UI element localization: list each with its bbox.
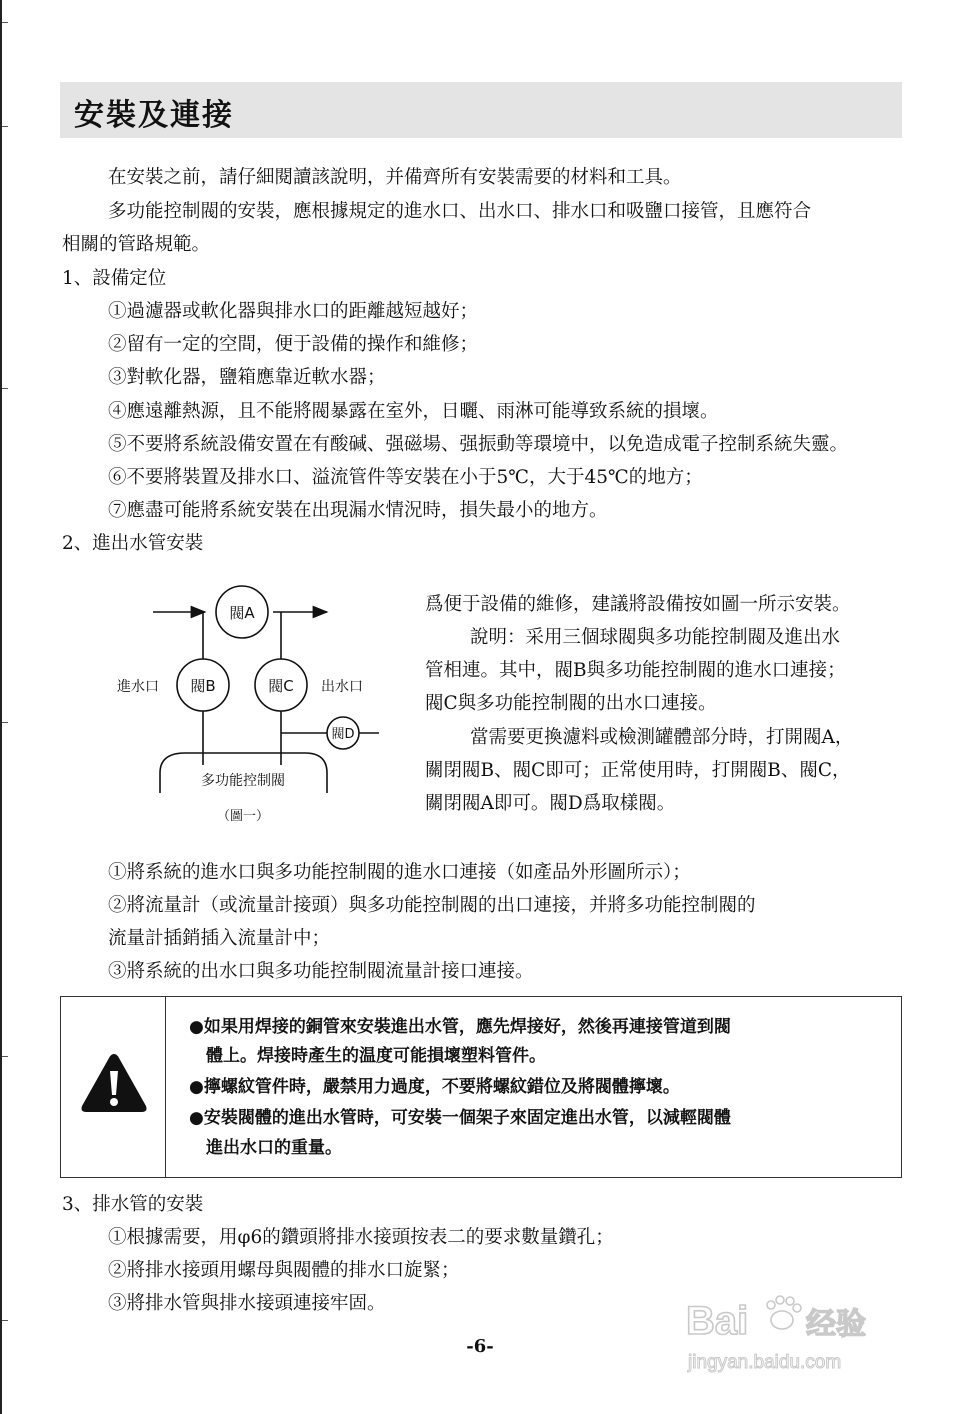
watermark-brand: Bai [686, 1299, 749, 1343]
intro-paragraph-2-line-1: 多功能控制閥的安裝，應根據規定的進水口、出水口、排水口和吸鹽口接管，且應符合 [108, 201, 812, 222]
outlet-label: 出水口 [321, 679, 363, 695]
valve-c-label: 閥C [268, 677, 294, 695]
warning-item-continuation: 進出水口的重量。 [206, 1138, 342, 1158]
section-1-item: ④應遠離熱源，且不能將閥暴露在室外，日曬、雨淋可能導致系統的損壞。 [108, 401, 719, 422]
warning-triangle-icon [79, 1051, 149, 1115]
diagram-description-line: 爲便于設備的維修，建議將設備按如圖一所示安裝。 [425, 594, 851, 615]
section-3-item: ②將排水接頭用螺母與閥體的排水口旋緊； [108, 1260, 460, 1281]
spine-tick [2, 22, 8, 23]
valve-d-label: 閥D [331, 727, 355, 742]
inlet-label: 進水口 [117, 679, 159, 695]
section-2-step: ①將系統的進水口與多功能控制閥的進水口連接（如產品外形圖所示）； [108, 862, 691, 883]
page-number: -6- [466, 1336, 494, 1357]
intro-paragraph-1: 在安裝之前，請仔細閱讀該說明，并備齊所有安裝需要的材料和工具。 [108, 167, 682, 188]
spine-tick [2, 722, 8, 723]
warning-item: ●安裝閥體的進出水管時，可安裝一個架子來固定進出水管，以減輕閥體 [189, 1108, 731, 1128]
valve-a-label: 閥A [229, 604, 255, 622]
section-1-item: ①過濾器或軟化器與排水口的距離越短越好； [108, 301, 479, 322]
intro-paragraph-2-line-2: 相關的管路規範。 [62, 234, 211, 255]
section-1-item: ⑥不要將裝置及排水口、溢流管件等安裝在小于5℃，大于45℃的地方； [108, 467, 703, 488]
page-title: 安裝及連接 [74, 98, 234, 133]
diagram-description-line: 關閉閥B、閥C即可；正常使用時，打開閥B、閥C， [425, 760, 851, 781]
section-3-item: ③將排水管與排水接頭連接牢固。 [108, 1293, 386, 1314]
watermark-brand-tail: 经验 [806, 1307, 866, 1342]
section-2-heading: 2、進出水管安裝 [62, 533, 204, 554]
warning-item: ●如果用焊接的銅管來安裝進出水管，應先焊接好，然後再連接管道到閥 [189, 1017, 731, 1037]
section-1-item: ③對軟化器，鹽箱應靠近軟水器； [108, 367, 386, 388]
baidu-jingyan-watermark [680, 1272, 940, 1392]
section-1-item: ⑦應盡可能將系統安裝在出現漏水情況時，損失最小的地方。 [108, 500, 608, 521]
warning-item-continuation: 體上。焊接時產生的温度可能損壞塑料管件。 [206, 1046, 546, 1066]
valve-b-label: 閥B [190, 677, 216, 695]
spine-tick [2, 388, 8, 389]
diagram-description-line: 關閉閥A即可。閥D爲取樣閥。 [425, 793, 676, 814]
section-1-item: ②留有一定的空間，便于設備的操作和維修； [108, 334, 479, 355]
section-title-bar [60, 82, 902, 138]
diagram-description-line: 閥C與多功能控制閥的出水口連接。 [425, 693, 717, 714]
section-3-item: ①根據需要，用φ6的鑽頭將排水接頭按表二的要求數量鑽孔； [108, 1227, 614, 1248]
bullet-icon: ● [189, 1108, 204, 1128]
section-1-heading: 1、設備定位 [62, 268, 167, 289]
warning-divider [165, 997, 166, 1177]
spine-tick [2, 1320, 8, 1321]
diagram-description-line: 說明：采用三個球閥與多功能控制閥及進出水 [470, 627, 841, 648]
spine-tick [2, 126, 8, 127]
warning-item: ●擰螺紋管件時，嚴禁用力過度，不要將螺紋錯位及將閥體擰壞。 [189, 1077, 680, 1097]
spine-tick [2, 1056, 8, 1057]
control-valve-label: 多功能控制閥 [201, 773, 285, 789]
diagram-description-line: 當需要更換濾料或檢測罐體部分時，打開閥A， [470, 727, 854, 748]
section-2-step: ③將系統的出水口與多功能控制閥流量計接口連接。 [108, 961, 534, 982]
section-1-item: ⑤不要將系統設備安置在有酸碱、强磁場、强振動等環境中，以免造成電子控制系統失靈。 [108, 434, 849, 455]
watermark-url: jingyan.baidu.com [688, 1352, 842, 1373]
warning-box [60, 996, 902, 1178]
page-spine [0, 0, 2, 1414]
diagram-description-line: 管相連。其中，閥B與多功能控制閥的進水口連接； [425, 660, 846, 681]
section-2-step: 流量計插銷插入流量計中； [108, 928, 331, 949]
section-3-heading: 3、排水管的安裝 [62, 1194, 204, 1215]
bullet-icon: ● [189, 1077, 204, 1097]
bullet-icon: ● [189, 1017, 204, 1037]
section-2-step: ②將流量計（或流量計接頭）與多功能控制閥的出口連接，并將多功能控制閥的 [108, 895, 756, 916]
valve-installation-diagram [95, 575, 395, 835]
diagram-caption: （圖一） [216, 809, 270, 824]
paw-icon [767, 1296, 801, 1329]
